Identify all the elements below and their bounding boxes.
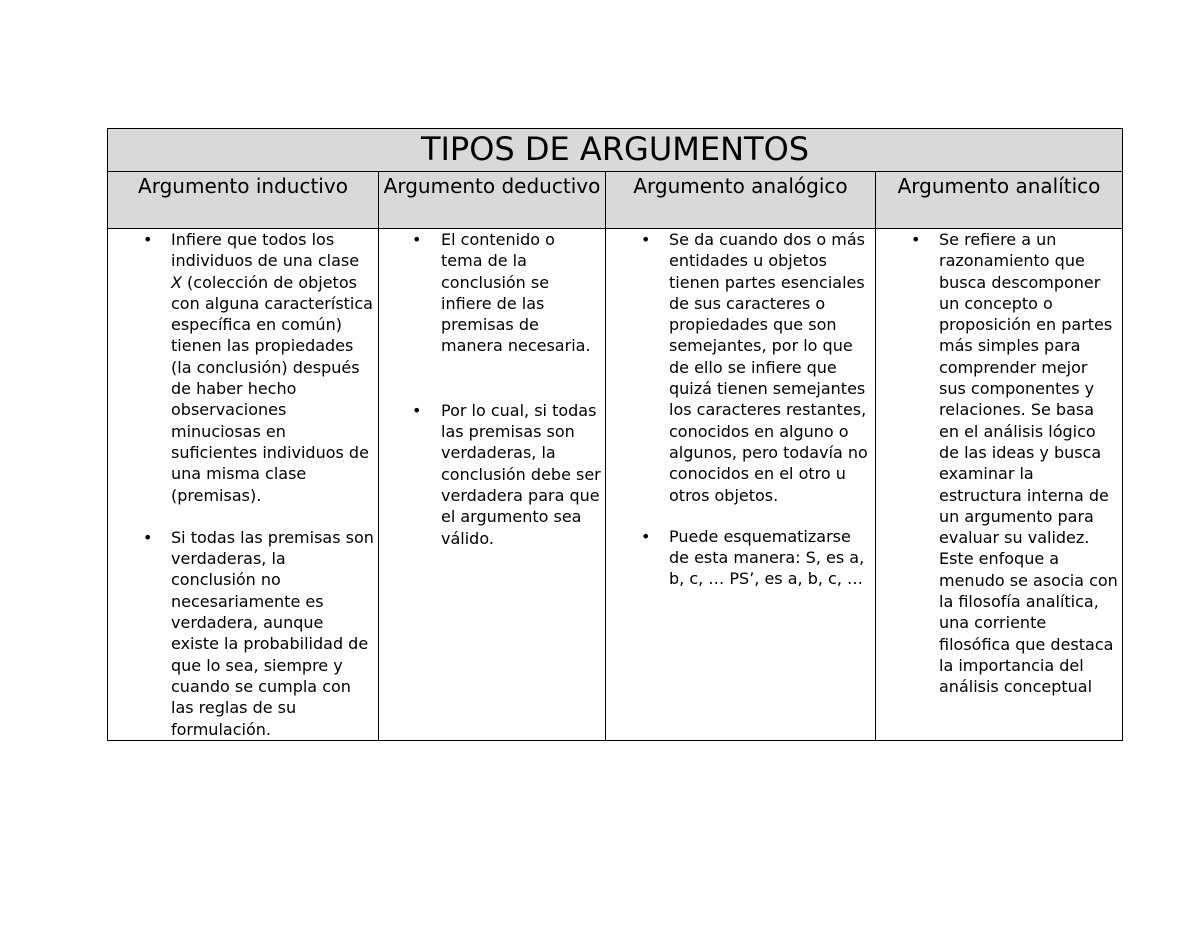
item-text: Se refiere a un razonamiento que busca descomponer un concepto o proposición en partes más simples para comprender mejor sus componentes y relaciones. Se basa en el análisis lógico de las ideas y busca examinar la estructura interna de un argumento para evaluar su validez. Este enfoque a menudo se asocia con la filosofía analítica, una corriente filosófica que destaca la importancia del análisis conceptual (939, 230, 1118, 697)
item-text: Puede esquematizarse de esta manera: S, es a, b, c, … PS’, es a, b, c, … (669, 526, 865, 589)
bullet-icon: • (641, 526, 651, 546)
list-item (876, 229, 1122, 698)
list-item (606, 229, 875, 506)
cell-deductive (379, 229, 606, 741)
cell-inductive (108, 229, 379, 741)
list-item (379, 400, 605, 549)
header-analogical: Argumento analógico (606, 172, 876, 229)
list-item (379, 229, 605, 357)
table-title: TIPOS DE ARGUMENTOS (108, 129, 1123, 172)
cell-analogical (606, 229, 876, 741)
list-item (108, 229, 378, 506)
title-row (108, 129, 1123, 172)
bullet-icon: • (143, 230, 153, 249)
cell-analytical (876, 229, 1123, 741)
item-text: El contenido o tema de la conclusión se infiere de las premisas de manera necesaria. (441, 230, 591, 356)
list-item (606, 526, 875, 590)
bullet-list (876, 229, 1122, 698)
bullet-list (379, 229, 605, 549)
item-text: Infiere que todos los individuos de una clase (171, 230, 360, 271)
argument-types-table (107, 128, 1123, 741)
item-text: Se da cuando dos o más entidades u objetos tienen partes esenciales de sus caracteres o propiedades que son semejantes, por lo que de ello se infiere que quizá tienen semejantes los caracteres restantes, conocidos en alguno o algunos, pero todavía no conocidos en el otro u otros objetos. (669, 230, 868, 505)
bullet-icon: • (641, 230, 651, 249)
header-analytical: Argumento analítico (876, 172, 1123, 229)
item-text: Si todas las premisas son verdaderas, la conclusión no necesariamente es verdadera, aunque existe la probabilidad de que lo sea, siempre y cuando se cumpla con las reglas de su formulación. (171, 527, 374, 739)
item-text-cont: (colección de objetos con alguna característica específica en común) tienen las propiedades (la conclusión) después de haber hecho observaciones minuciosas en suficientes individuos de una misma clase (premisas). (171, 272, 373, 505)
header-deductive: Argumento deductivo (379, 172, 606, 229)
bullet-icon: • (412, 400, 422, 420)
list-item (108, 527, 378, 740)
header-row (108, 172, 1123, 229)
content-row (108, 229, 1123, 741)
bullet-icon: • (143, 527, 153, 547)
item-text: Por lo cual, si todas las premisas son verdaderas, la conclusión debe ser verdadera para que el argumento sea válido. (441, 400, 601, 548)
header-inductive: Argumento inductivo (108, 172, 379, 229)
bullet-list (108, 229, 378, 740)
bullet-list (606, 229, 875, 590)
item-emphasis: X (171, 272, 182, 292)
bullet-icon: • (911, 230, 921, 249)
bullet-icon: • (412, 230, 422, 249)
